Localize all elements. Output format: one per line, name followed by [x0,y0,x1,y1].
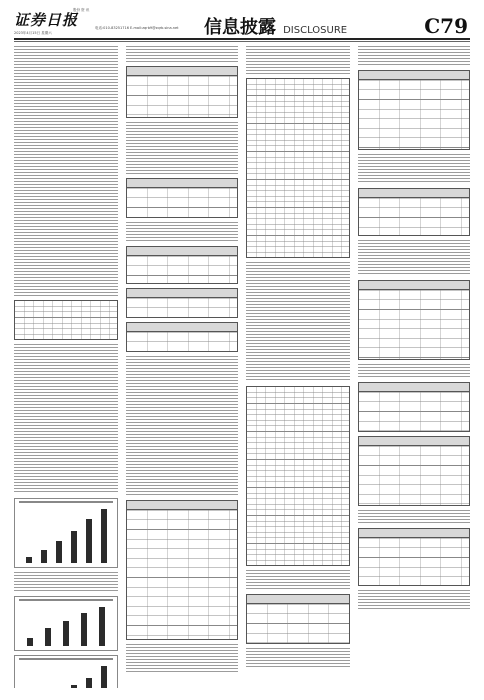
text-block [126,122,238,174]
bar-chart [14,596,118,651]
section-title [204,13,347,39]
bar-chart [14,498,118,568]
chart-title [19,501,113,503]
data-table [126,322,238,352]
text-block [126,222,238,242]
text-block [358,154,470,184]
text-block [14,46,118,296]
chart-title [19,599,113,601]
text-block [14,572,118,592]
text-block [358,364,470,378]
chart-bar [86,678,92,688]
text-block [246,648,350,668]
chart-bar [45,628,51,646]
text-block [126,644,238,674]
issue-date: 2023年4月15日 星期六 [14,31,52,35]
column-4 [358,46,470,688]
data-table [126,288,238,318]
text-block [246,262,350,382]
data-table [246,386,350,566]
data-table [358,436,470,506]
text-block [246,46,350,74]
column-1 [14,46,118,688]
data-table [246,78,350,258]
section-title-zh: 信息披露 [204,17,276,38]
page-number: C79 [424,14,468,38]
chart-bar [27,638,33,646]
text-block [246,570,350,590]
data-table [358,188,470,236]
data-table [358,382,470,432]
section-title-en: DISCLOSURE [283,25,348,36]
chart-bar [101,509,107,563]
masthead [0,0,484,40]
chart-title [19,658,113,660]
data-table [126,246,238,284]
chart-bar [101,666,107,688]
chart-bar [41,550,47,563]
data-table [126,500,238,640]
data-table [246,594,350,644]
bar-chart [14,655,118,688]
chart-bar [81,613,87,646]
chart-bar [86,519,92,563]
column-3 [246,46,350,688]
data-table [358,280,470,360]
data-table [358,70,470,150]
chart-bar [71,685,77,688]
text-block [126,356,238,496]
tagline: 股份 资 讯 [73,8,90,12]
text-block [358,590,470,610]
text-block [358,46,470,66]
chart-bar [63,621,69,646]
text-block [14,344,118,494]
data-table [358,528,470,586]
column-2 [126,46,238,688]
newspaper-logo: 证券日报 [14,11,79,29]
contact-line: 电话:010-83251716 E-mail:zqrb9@zqrb.sina.net [95,26,179,30]
header-rule [14,38,470,40]
chart-bar [26,557,32,563]
chart-bar [71,531,77,563]
header-rule-thin [14,41,470,42]
data-table [126,66,238,118]
data-table [126,178,238,218]
chart-bar [99,607,105,646]
text-block [358,510,470,524]
data-table [14,300,118,340]
text-block [358,240,470,276]
text-block [126,46,238,62]
chart-bar [56,541,62,563]
